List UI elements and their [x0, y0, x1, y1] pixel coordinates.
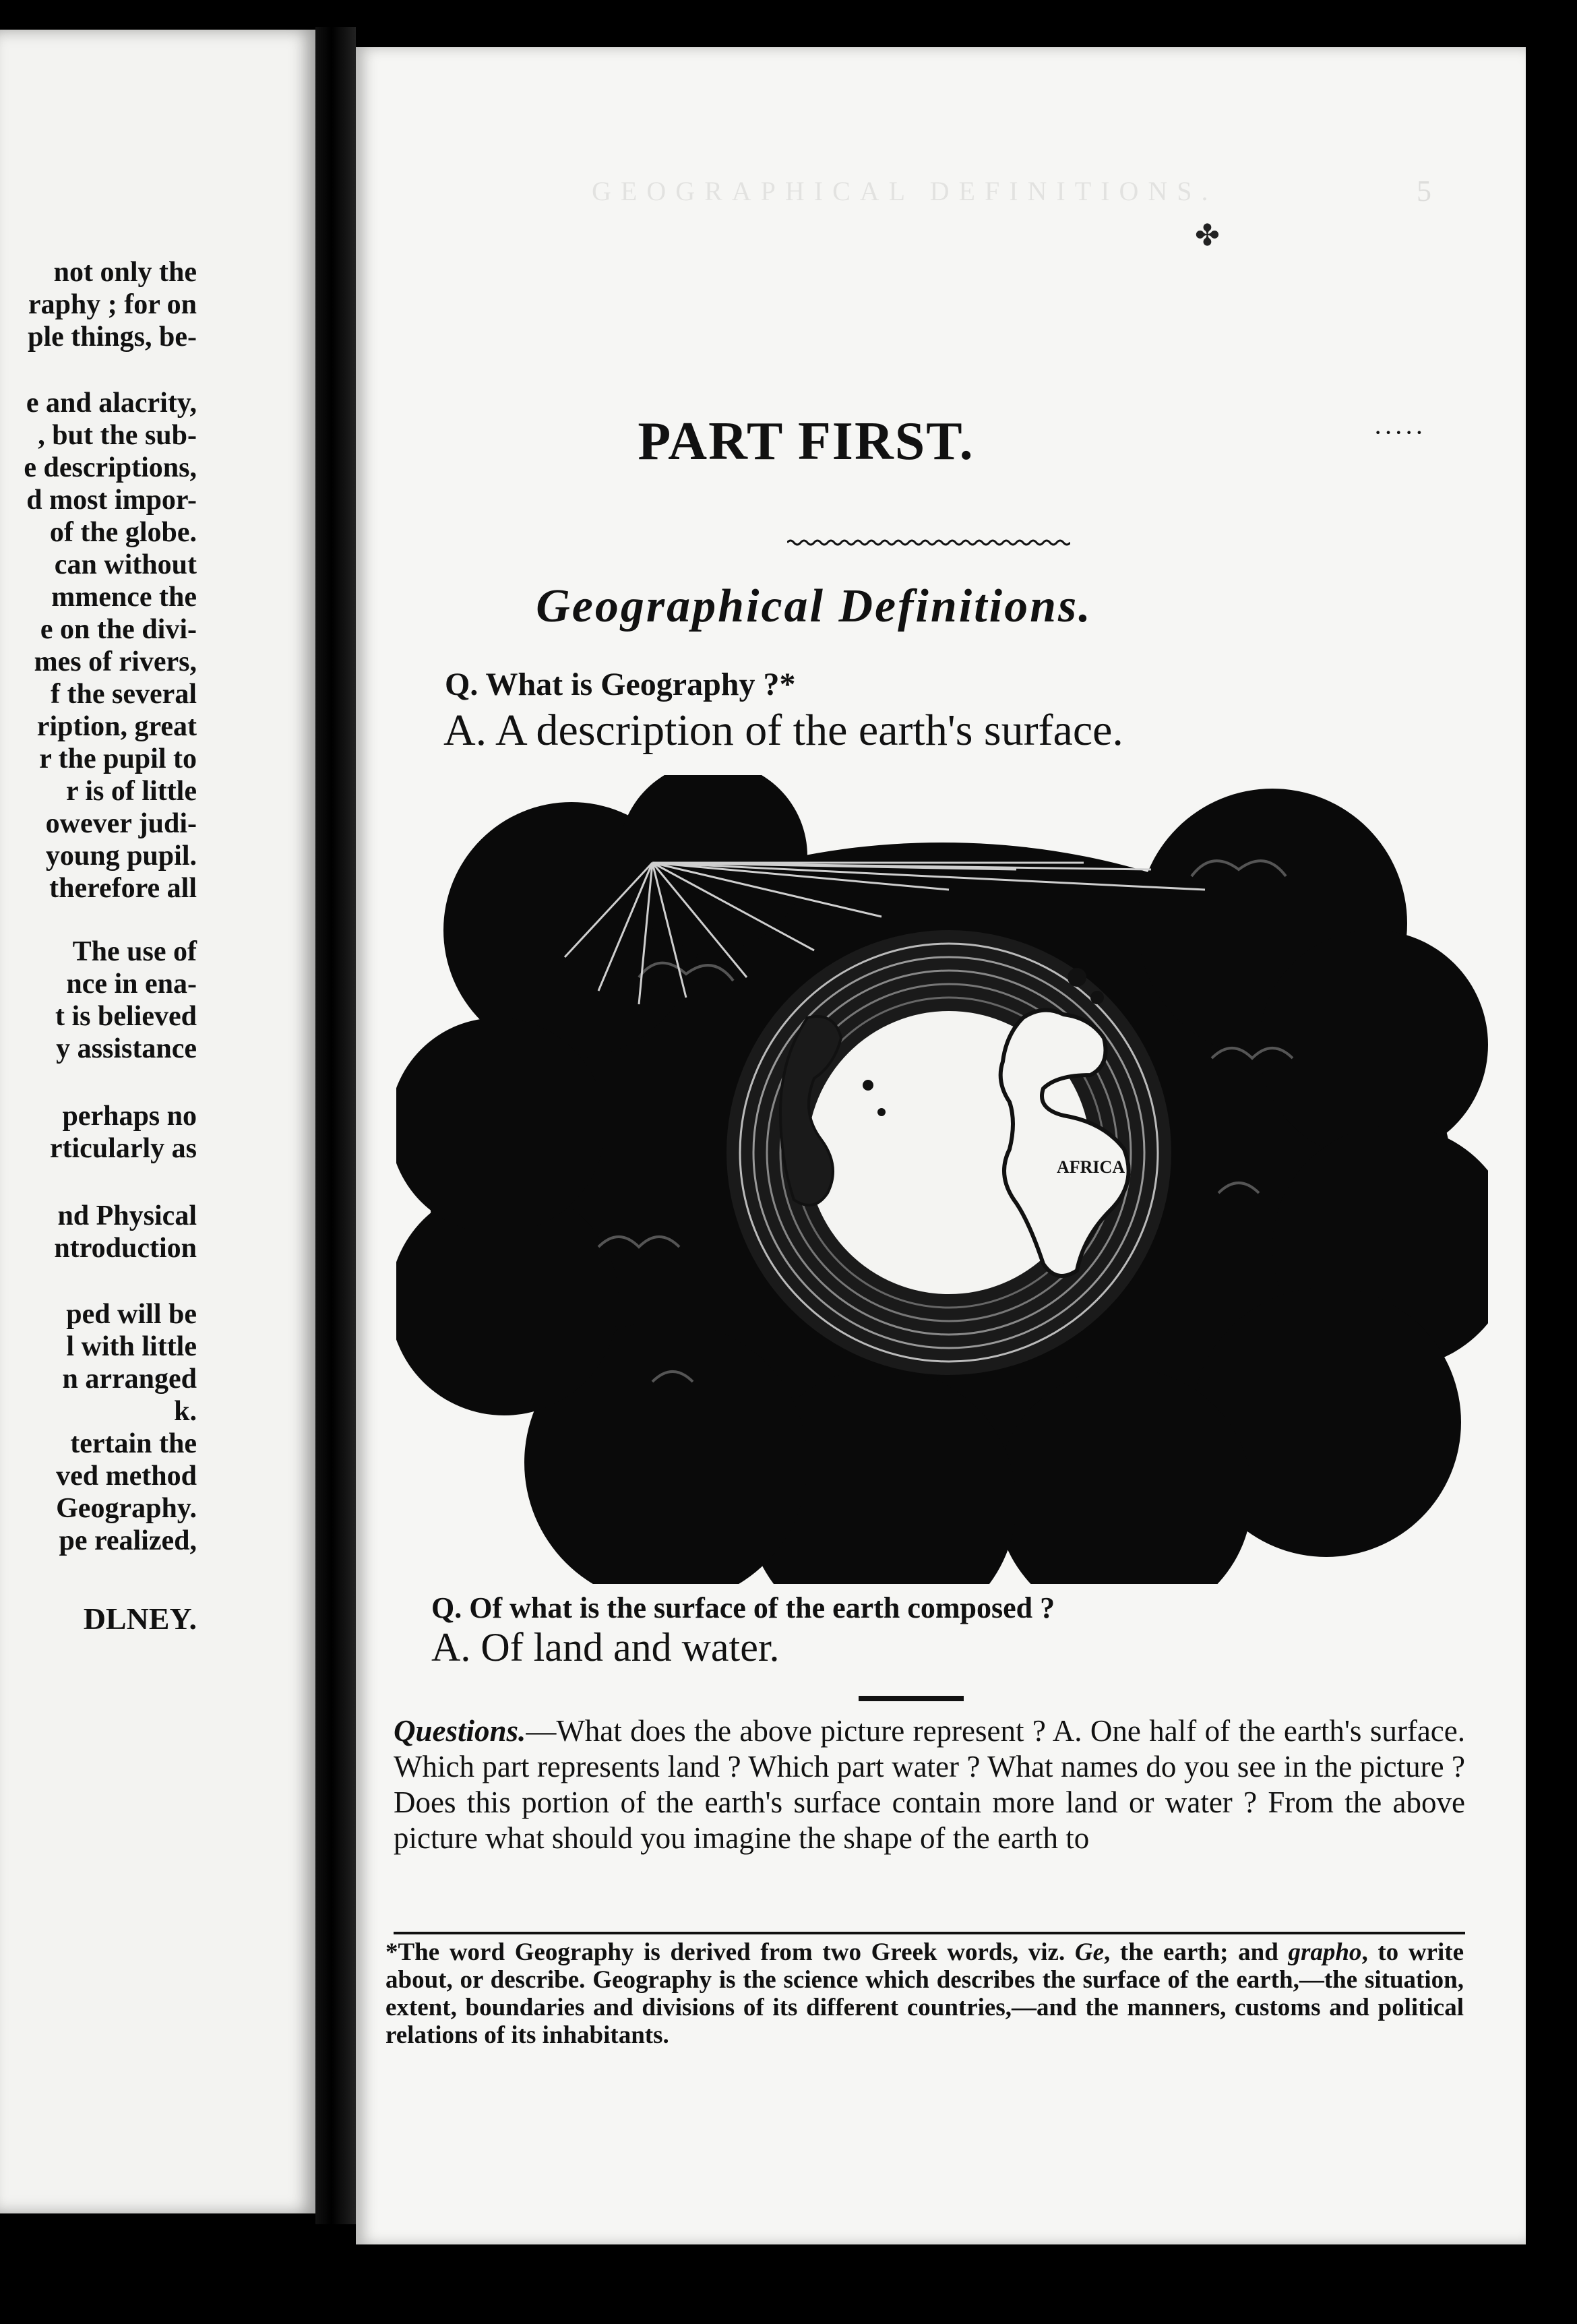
previous-page-fragment [0, 30, 315, 2213]
left-page-line: d most impor- [26, 485, 197, 516]
left-page-line: ple things, be- [28, 322, 197, 353]
bleed-through-header: GEOGRAPHICAL DEFINITIONS. [592, 176, 1218, 206]
left-page-line: can without [54, 549, 197, 580]
left-page-line: y assistance [56, 1033, 197, 1064]
left-page-line: young pupil. [45, 840, 197, 872]
left-page-line: Geography. [56, 1493, 197, 1524]
footnote [385, 1938, 1464, 2049]
wavy-rule-divider [787, 537, 1070, 549]
left-page-line: nd Physical [57, 1200, 197, 1231]
left-page-line: not only the [53, 257, 197, 288]
section-title: Geographical Definitions. [536, 580, 1092, 632]
dots-mark: ····· [1373, 417, 1425, 448]
part-title: PART FIRST. [638, 412, 975, 471]
left-page-line: r is of little [65, 776, 197, 807]
svg-text:AFRICA: AFRICA [1057, 1157, 1125, 1177]
footnote-ge: Ge [1074, 1938, 1105, 1966]
left-page-line: k. [174, 1396, 197, 1427]
question-1: Q. What is Geography ?* [445, 667, 796, 702]
left-page-line: n arranged [62, 1364, 197, 1395]
left-page-line: tertain the [70, 1428, 197, 1459]
left-page-line: pe realized, [59, 1525, 197, 1556]
answer-1: A. A description of the earth's surface. [443, 706, 1123, 755]
current-page [356, 47, 1526, 2244]
left-page-line: therefore all [49, 873, 197, 904]
left-page-line: t is believed [55, 1001, 197, 1032]
left-page-line: ved method [56, 1461, 197, 1492]
left-page-line: The use of [72, 936, 197, 967]
left-page-line: perhaps no [62, 1101, 197, 1132]
answer-2: A. Of land and water. [431, 1625, 780, 1670]
footnote-part-3: , to write about, or describe. Geography is the science which describes the surface of the earth,—the situation, extent, boundaries and divisions of its different countries,—and the manners, customs and political relations of its inhabitants. [385, 1938, 1464, 2049]
left-page-line: r the pupil to [39, 743, 197, 774]
left-page-line: , but the sub- [38, 420, 197, 451]
footnote-part-1: *The word Geography is derived from two Greek words, viz. [385, 1938, 1075, 1966]
left-page-line: e descriptions, [24, 452, 197, 483]
footnote-part-2: , the earth; and [1104, 1938, 1289, 1966]
left-page-line: ped will be [66, 1299, 197, 1330]
book-gutter [315, 27, 356, 2224]
left-page-line: rticularly as [49, 1133, 197, 1164]
printer-ornament-icon: ✤ [1195, 219, 1220, 252]
left-page-line: DLNEY. [83, 1601, 197, 1636]
left-page-line: f the several [51, 679, 197, 710]
globe [726, 930, 1171, 1375]
earth-hemisphere-illustration [396, 775, 1488, 1584]
footnote-grapho: grapho [1288, 1938, 1362, 1966]
footnote-rule [394, 1932, 1465, 1934]
left-page-line: e and alacrity, [26, 388, 197, 419]
left-page-line: l with little [66, 1331, 197, 1362]
left-page-line: ription, great [36, 711, 197, 742]
questions-paragraph [394, 1713, 1465, 1856]
question-2: Q. Of what is the surface of the earth composed ? [431, 1591, 1055, 1624]
left-page-line: mmence the [51, 582, 197, 613]
left-page-line: nce in ena- [66, 969, 197, 1000]
questions-label: Questions. [394, 1714, 526, 1748]
questions-text: —What does the above picture represent ? A. One half of the earth's surface. Which part represents land ? Which part water ? What names do you see in the picture ? Does this portion of the earth's surface contain more land or water ? From the above picture what should you imagine the shape of the earth to [394, 1714, 1465, 1855]
left-page-line: of the globe. [49, 517, 197, 548]
left-page-line: mes of rivers, [34, 646, 197, 677]
bleed-through-page-number: 5 [1417, 175, 1431, 208]
left-page-line: e on the divi- [40, 614, 197, 645]
short-rule-divider [859, 1696, 964, 1701]
left-page-line: raphy ; for on [28, 289, 197, 320]
left-page-line: ntroduction [54, 1233, 197, 1264]
left-page-line: owever judi- [45, 808, 197, 839]
